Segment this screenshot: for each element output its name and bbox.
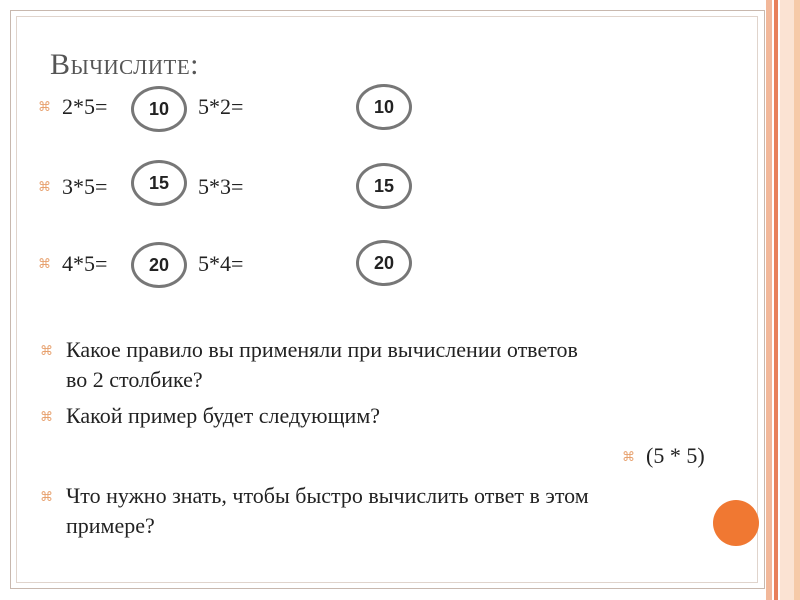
bullet-icon: ⌘ — [40, 410, 53, 425]
question-text: во 2 столбике? — [66, 367, 203, 392]
decor-stripe — [794, 0, 800, 600]
answer-circle: 15 — [131, 160, 187, 206]
bullet-icon: ⌘ — [38, 180, 51, 195]
bullet-icon: ⌘ — [38, 257, 51, 272]
question-text: Какой пример будет следующим? — [66, 403, 381, 428]
decor-stripe — [774, 0, 778, 600]
equation-right: 5*2= — [198, 94, 244, 119]
equation-right: 5*3= — [198, 174, 244, 199]
decor-stripe — [780, 0, 794, 600]
bullet-icon: ⌘ — [40, 490, 53, 505]
bullet-icon: ⌘ — [38, 100, 51, 115]
question-text: Какое правило вы применяли при вычислении ответов — [66, 337, 578, 362]
next-example: (5 * 5) — [646, 443, 705, 468]
accent-dot — [713, 500, 759, 546]
equation-left: 4*5= — [62, 251, 108, 276]
answer-circle: 20 — [356, 240, 412, 286]
answer-circle: 10 — [131, 86, 187, 132]
answer-circle: 15 — [356, 163, 412, 209]
equation-left: 2*5= — [62, 94, 108, 119]
answer-circle: 20 — [131, 242, 187, 288]
answer-circle: 10 — [356, 84, 412, 130]
equation-left: 3*5= — [62, 174, 108, 199]
equation-right: 5*4= — [198, 251, 244, 276]
question-text: Что нужно знать, чтобы быстро вычислить ответ в этом — [66, 483, 589, 508]
bullet-icon: ⌘ — [40, 344, 53, 359]
slide-title: Вычислите: — [50, 48, 200, 81]
decor-stripe — [766, 0, 772, 600]
question-text: примере? — [66, 513, 155, 538]
bullet-icon: ⌘ — [622, 450, 635, 465]
